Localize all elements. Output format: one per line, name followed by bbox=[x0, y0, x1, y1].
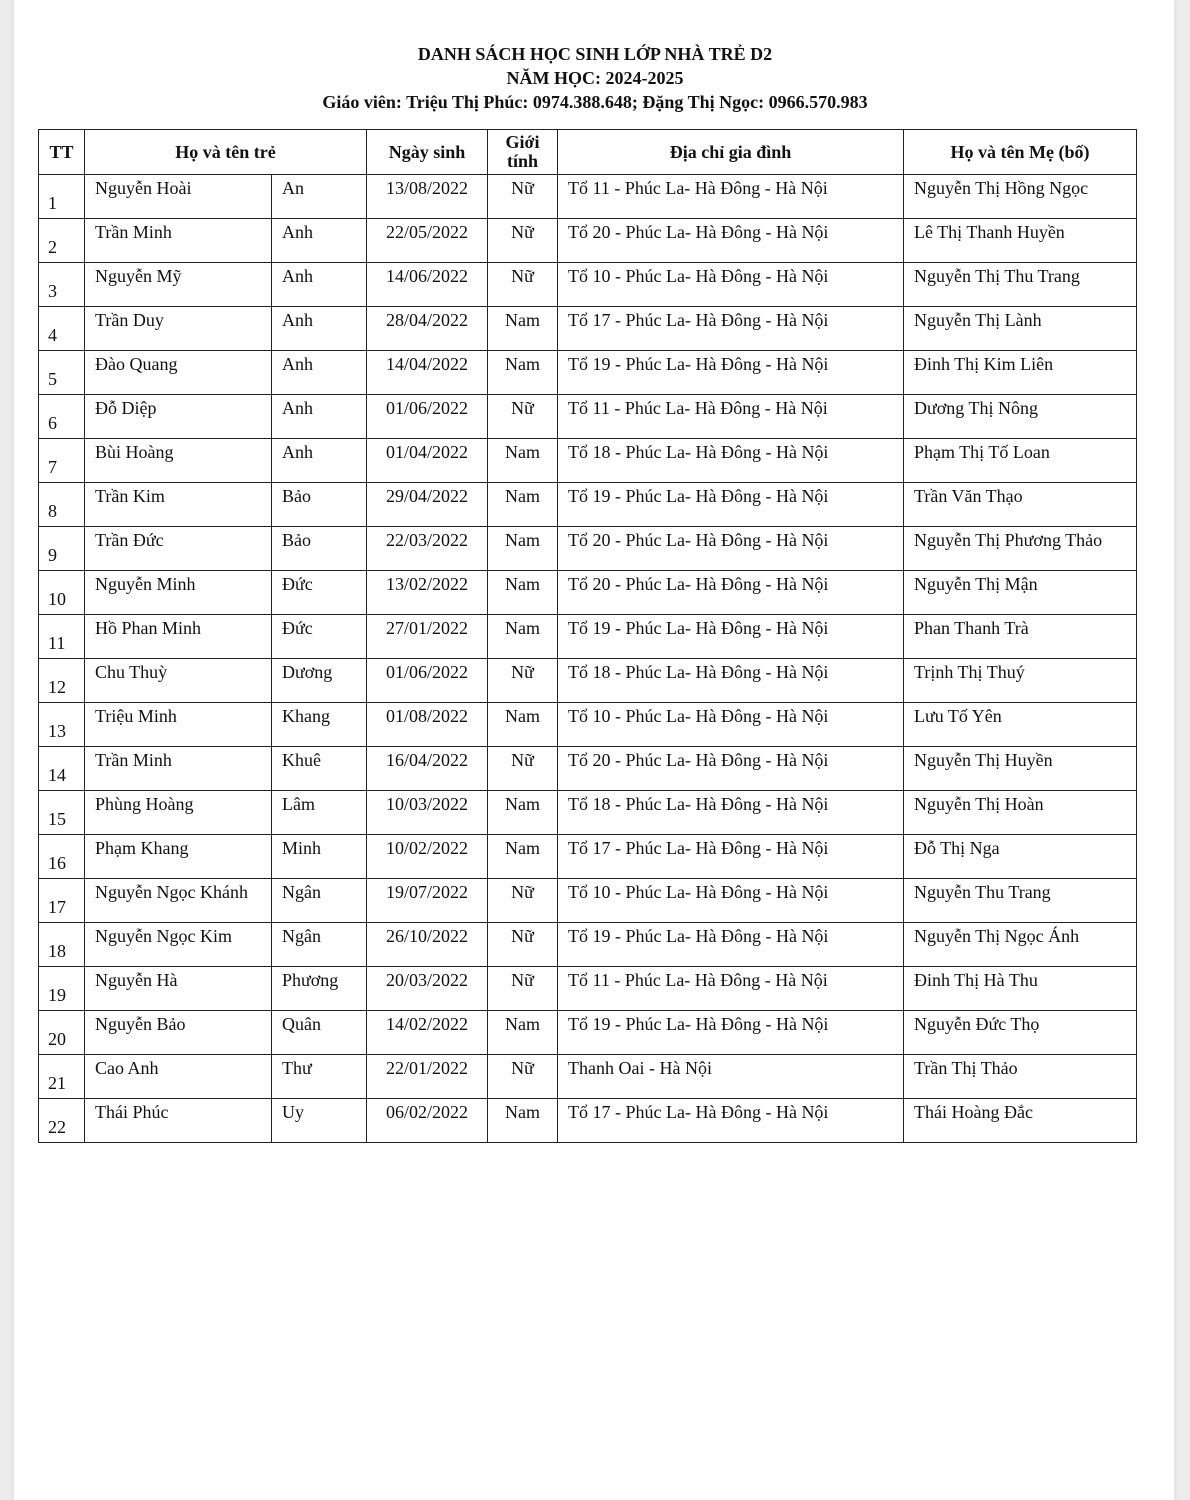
address-cell: Tổ 11 - Phúc La- Hà Đông - Hà Nội bbox=[558, 967, 904, 1011]
surname-cell: Nguyễn Hoài bbox=[85, 175, 272, 219]
parent-name-cell: Nguyễn Thu Trang bbox=[904, 879, 1137, 923]
address-cell: Tổ 19 - Phúc La- Hà Đông - Hà Nội bbox=[558, 1011, 904, 1055]
address-cell: Tổ 20 - Phúc La- Hà Đông - Hà Nội bbox=[558, 571, 904, 615]
row-number: 17 bbox=[39, 879, 85, 923]
given-name-cell: Phương bbox=[272, 967, 367, 1011]
table-row bbox=[39, 835, 1137, 879]
row-number: 6 bbox=[39, 395, 85, 439]
given-name-cell: Anh bbox=[272, 439, 367, 483]
address-cell: Tổ 18 - Phúc La- Hà Đông - Hà Nội bbox=[558, 791, 904, 835]
given-name-cell: Anh bbox=[272, 351, 367, 395]
table-row bbox=[39, 967, 1137, 1011]
birthdate-cell: 14/04/2022 bbox=[367, 351, 488, 395]
gender-cell: Nam bbox=[488, 483, 558, 527]
address-cell: Tổ 19 - Phúc La- Hà Đông - Hà Nội bbox=[558, 483, 904, 527]
header-gender: Giới tính bbox=[488, 130, 558, 175]
school-year: NĂM HỌC: 2024-2025 bbox=[506, 68, 684, 88]
table-row bbox=[39, 483, 1137, 527]
document-title: DANH SÁCH HỌC SINH LỚP NHÀ TRẺ D2 bbox=[417, 44, 773, 64]
given-name-cell: Ngân bbox=[272, 879, 367, 923]
row-number: 9 bbox=[39, 527, 85, 571]
gender-cell: Nam bbox=[488, 1099, 558, 1143]
parent-name-cell: Nguyễn Thị Mận bbox=[904, 571, 1137, 615]
row-number: 3 bbox=[39, 263, 85, 307]
row-number: 13 bbox=[39, 703, 85, 747]
table-row bbox=[39, 923, 1137, 967]
table-row bbox=[39, 1099, 1137, 1143]
gender-cell: Nữ bbox=[488, 747, 558, 791]
table-row bbox=[39, 879, 1137, 923]
birthdate-cell: 28/04/2022 bbox=[367, 307, 488, 351]
given-name-cell: Ngân bbox=[272, 923, 367, 967]
surname-cell: Trần Minh bbox=[85, 219, 272, 263]
row-number: 22 bbox=[39, 1099, 85, 1143]
surname-cell: Trần Duy bbox=[85, 307, 272, 351]
birthdate-cell: 14/06/2022 bbox=[367, 263, 488, 307]
table-row bbox=[39, 791, 1137, 835]
address-cell: Tổ 17 - Phúc La- Hà Đông - Hà Nội bbox=[558, 1099, 904, 1143]
given-name-cell: Thư bbox=[272, 1055, 367, 1099]
parent-name-cell: Đinh Thị Hà Thu bbox=[904, 967, 1137, 1011]
surname-cell: Trần Đức bbox=[85, 527, 272, 571]
address-cell: Tổ 17 - Phúc La- Hà Đông - Hà Nội bbox=[558, 307, 904, 351]
table-row bbox=[39, 615, 1137, 659]
parent-name-cell: Nguyễn Thị Hồng Ngọc bbox=[904, 175, 1137, 219]
birthdate-cell: 22/01/2022 bbox=[367, 1055, 488, 1099]
surname-cell: Trần Minh bbox=[85, 747, 272, 791]
gender-cell: Nam bbox=[488, 571, 558, 615]
gender-cell: Nữ bbox=[488, 263, 558, 307]
surname-cell: Triệu Minh bbox=[85, 703, 272, 747]
address-cell: Tổ 10 - Phúc La- Hà Đông - Hà Nội bbox=[558, 703, 904, 747]
row-number: 20 bbox=[39, 1011, 85, 1055]
row-number: 19 bbox=[39, 967, 85, 1011]
address-cell: Tổ 19 - Phúc La- Hà Đông - Hà Nội bbox=[558, 923, 904, 967]
parent-name-cell: Nguyễn Thị Hoàn bbox=[904, 791, 1137, 835]
given-name-cell: Khang bbox=[272, 703, 367, 747]
surname-cell: Hồ Phan Minh bbox=[85, 615, 272, 659]
student-table bbox=[38, 129, 1137, 1143]
row-number: 7 bbox=[39, 439, 85, 483]
parent-name-cell: Phạm Thị Tố Loan bbox=[904, 439, 1137, 483]
gender-cell: Nữ bbox=[488, 219, 558, 263]
header-parent: Họ và tên Mẹ (bố) bbox=[904, 130, 1137, 175]
parent-name-cell: Trần Thị Thảo bbox=[904, 1055, 1137, 1099]
surname-cell: Nguyễn Hà bbox=[85, 967, 272, 1011]
birthdate-cell: 26/10/2022 bbox=[367, 923, 488, 967]
table-row bbox=[39, 263, 1137, 307]
birthdate-cell: 01/08/2022 bbox=[367, 703, 488, 747]
birthdate-cell: 13/02/2022 bbox=[367, 571, 488, 615]
document-header bbox=[0, 42, 1190, 114]
address-cell: Tổ 11 - Phúc La- Hà Đông - Hà Nội bbox=[558, 395, 904, 439]
row-number: 5 bbox=[39, 351, 85, 395]
surname-cell: Chu Thuỳ bbox=[85, 659, 272, 703]
table-row bbox=[39, 1055, 1137, 1099]
address-cell: Tổ 17 - Phúc La- Hà Đông - Hà Nội bbox=[558, 835, 904, 879]
address-cell: Tổ 20 - Phúc La- Hà Đông - Hà Nội bbox=[558, 219, 904, 263]
gender-cell: Nữ bbox=[488, 923, 558, 967]
row-number: 18 bbox=[39, 923, 85, 967]
birthdate-cell: 01/06/2022 bbox=[367, 659, 488, 703]
gender-cell: Nam bbox=[488, 835, 558, 879]
row-number: 14 bbox=[39, 747, 85, 791]
table-row bbox=[39, 747, 1137, 791]
header-tt: TT bbox=[39, 130, 85, 175]
birthdate-cell: 06/02/2022 bbox=[367, 1099, 488, 1143]
row-number: 12 bbox=[39, 659, 85, 703]
surname-cell: Đào Quang bbox=[85, 351, 272, 395]
address-cell: Tổ 20 - Phúc La- Hà Đông - Hà Nội bbox=[558, 747, 904, 791]
surname-cell: Nguyễn Bảo bbox=[85, 1011, 272, 1055]
address-cell: Tổ 10 - Phúc La- Hà Đông - Hà Nội bbox=[558, 263, 904, 307]
header-name: Họ và tên trẻ bbox=[85, 130, 367, 175]
table-row bbox=[39, 351, 1137, 395]
gender-cell: Nam bbox=[488, 527, 558, 571]
gender-cell: Nam bbox=[488, 439, 558, 483]
table-row bbox=[39, 703, 1137, 747]
gender-cell: Nữ bbox=[488, 395, 558, 439]
gender-cell: Nữ bbox=[488, 967, 558, 1011]
table-row bbox=[39, 219, 1137, 263]
surname-cell: Bùi Hoàng bbox=[85, 439, 272, 483]
surname-cell: Nguyễn Mỹ bbox=[85, 263, 272, 307]
given-name-cell: Anh bbox=[272, 395, 367, 439]
row-number: 11 bbox=[39, 615, 85, 659]
gender-cell: Nam bbox=[488, 1011, 558, 1055]
given-name-cell: Bảo bbox=[272, 527, 367, 571]
gender-cell: Nam bbox=[488, 791, 558, 835]
row-number: 16 bbox=[39, 835, 85, 879]
row-number: 10 bbox=[39, 571, 85, 615]
table-row bbox=[39, 527, 1137, 571]
parent-name-cell: Đỗ Thị Nga bbox=[904, 835, 1137, 879]
given-name-cell: Bảo bbox=[272, 483, 367, 527]
given-name-cell: Dương bbox=[272, 659, 367, 703]
surname-cell: Phạm Khang bbox=[85, 835, 272, 879]
gender-cell: Nam bbox=[488, 703, 558, 747]
birthdate-cell: 01/04/2022 bbox=[367, 439, 488, 483]
address-cell: Tổ 19 - Phúc La- Hà Đông - Hà Nội bbox=[558, 615, 904, 659]
parent-name-cell: Trịnh Thị Thuý bbox=[904, 659, 1137, 703]
birthdate-cell: 22/05/2022 bbox=[367, 219, 488, 263]
surname-cell: Cao Anh bbox=[85, 1055, 272, 1099]
address-cell: Tổ 10 - Phúc La- Hà Đông - Hà Nội bbox=[558, 879, 904, 923]
surname-cell: Đỗ Diệp bbox=[85, 395, 272, 439]
birthdate-cell: 13/08/2022 bbox=[367, 175, 488, 219]
given-name-cell: Uy bbox=[272, 1099, 367, 1143]
given-name-cell: Đức bbox=[272, 571, 367, 615]
parent-name-cell: Đinh Thị Kim Liên bbox=[904, 351, 1137, 395]
teachers-line: Giáo viên: Triệu Thị Phúc: 0974.388.648; Đặng Thị Ngọc: 0966.570.983 bbox=[322, 92, 868, 112]
address-cell: Tổ 20 - Phúc La- Hà Đông - Hà Nội bbox=[558, 527, 904, 571]
parent-name-cell: Thái Hoàng Đắc bbox=[904, 1099, 1137, 1143]
parent-name-cell: Nguyễn Thị Lành bbox=[904, 307, 1137, 351]
gender-cell: Nữ bbox=[488, 1055, 558, 1099]
row-number: 2 bbox=[39, 219, 85, 263]
birthdate-cell: 14/02/2022 bbox=[367, 1011, 488, 1055]
row-number: 1 bbox=[39, 175, 85, 219]
surname-cell: Phùng Hoàng bbox=[85, 791, 272, 835]
birthdate-cell: 29/04/2022 bbox=[367, 483, 488, 527]
given-name-cell: Đức bbox=[272, 615, 367, 659]
birthdate-cell: 22/03/2022 bbox=[367, 527, 488, 571]
table-row bbox=[39, 439, 1137, 483]
parent-name-cell: Lê Thị Thanh Huyền bbox=[904, 219, 1137, 263]
address-cell: Tổ 11 - Phúc La- Hà Đông - Hà Nội bbox=[558, 175, 904, 219]
gender-cell: Nữ bbox=[488, 879, 558, 923]
row-number: 21 bbox=[39, 1055, 85, 1099]
birthdate-cell: 01/06/2022 bbox=[367, 395, 488, 439]
surname-cell: Nguyễn Minh bbox=[85, 571, 272, 615]
table-row bbox=[39, 659, 1137, 703]
parent-name-cell: Nguyễn Đức Thọ bbox=[904, 1011, 1137, 1055]
birthdate-cell: 16/04/2022 bbox=[367, 747, 488, 791]
given-name-cell: Minh bbox=[272, 835, 367, 879]
table-row bbox=[39, 1011, 1137, 1055]
birthdate-cell: 20/03/2022 bbox=[367, 967, 488, 1011]
given-name-cell: Quân bbox=[272, 1011, 367, 1055]
address-cell: Tổ 18 - Phúc La- Hà Đông - Hà Nội bbox=[558, 439, 904, 483]
table-row bbox=[39, 175, 1137, 219]
row-number: 8 bbox=[39, 483, 85, 527]
gender-cell: Nữ bbox=[488, 659, 558, 703]
parent-name-cell: Phan Thanh Trà bbox=[904, 615, 1137, 659]
given-name-cell: An bbox=[272, 175, 367, 219]
header-address: Địa chỉ gia đình bbox=[558, 130, 904, 175]
table-row bbox=[39, 307, 1137, 351]
given-name-cell: Khuê bbox=[272, 747, 367, 791]
gender-cell: Nam bbox=[488, 307, 558, 351]
surname-cell: Nguyễn Ngọc Kim bbox=[85, 923, 272, 967]
address-cell: Tổ 18 - Phúc La- Hà Đông - Hà Nội bbox=[558, 659, 904, 703]
birthdate-cell: 19/07/2022 bbox=[367, 879, 488, 923]
row-number: 4 bbox=[39, 307, 85, 351]
gender-cell: Nữ bbox=[488, 175, 558, 219]
surname-cell: Thái Phúc bbox=[85, 1099, 272, 1143]
parent-name-cell: Trần Văn Thạo bbox=[904, 483, 1137, 527]
birthdate-cell: 10/02/2022 bbox=[367, 835, 488, 879]
gender-cell: Nam bbox=[488, 615, 558, 659]
parent-name-cell: Lưu Tố Yên bbox=[904, 703, 1137, 747]
parent-name-cell: Nguyễn Thị Thu Trang bbox=[904, 263, 1137, 307]
parent-name-cell: Nguyễn Thị Ngọc Ánh bbox=[904, 923, 1137, 967]
address-cell: Thanh Oai - Hà Nội bbox=[558, 1055, 904, 1099]
given-name-cell: Anh bbox=[272, 263, 367, 307]
table-row bbox=[39, 395, 1137, 439]
table-header-row bbox=[39, 130, 1137, 175]
birthdate-cell: 27/01/2022 bbox=[367, 615, 488, 659]
surname-cell: Trần Kim bbox=[85, 483, 272, 527]
parent-name-cell: Nguyễn Thị Phương Thảo bbox=[904, 527, 1137, 571]
surname-cell: Nguyễn Ngọc Khánh bbox=[85, 879, 272, 923]
gender-cell: Nam bbox=[488, 351, 558, 395]
table-row bbox=[39, 571, 1137, 615]
header-dob: Ngày sinh bbox=[367, 130, 488, 175]
row-number: 15 bbox=[39, 791, 85, 835]
given-name-cell: Lâm bbox=[272, 791, 367, 835]
given-name-cell: Anh bbox=[272, 307, 367, 351]
address-cell: Tổ 19 - Phúc La- Hà Đông - Hà Nội bbox=[558, 351, 904, 395]
parent-name-cell: Nguyễn Thị Huyền bbox=[904, 747, 1137, 791]
given-name-cell: Anh bbox=[272, 219, 367, 263]
parent-name-cell: Dương Thị Nông bbox=[904, 395, 1137, 439]
birthdate-cell: 10/03/2022 bbox=[367, 791, 488, 835]
